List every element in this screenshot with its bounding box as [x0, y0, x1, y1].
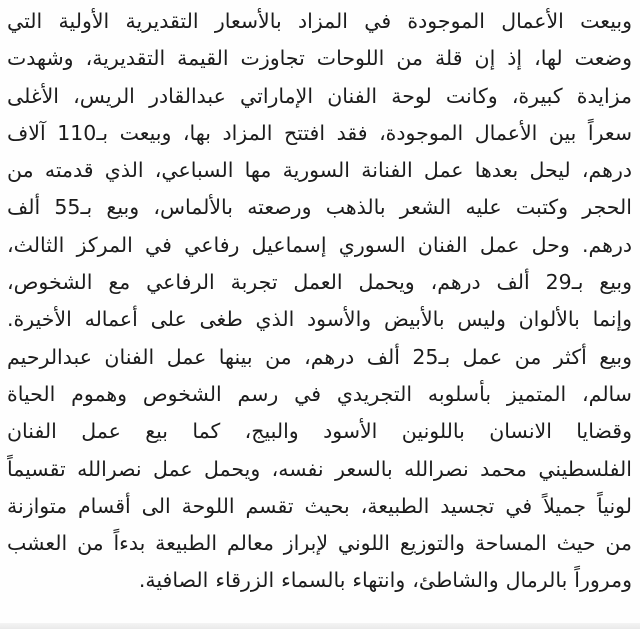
- article-line-6: الحجر وكتبت عليه الشعر بالذهب ورصعته بالألماس، وبيع بـ55 ألف: [7, 195, 632, 220]
- article-line-11: سالم، المتميز بأسلوبه التجريدي في رسم الشخوص وهموم الحياة: [7, 381, 632, 406]
- article-line-9: وإنما بالألوان وليس بالأبيض والأسود الذي طغى على أعماله الأخيرة.: [7, 307, 632, 332]
- article-body: [7, 3, 632, 600]
- article-line-5: درهم، ليحل بعدها عمل الفنانة السورية مها السباعي، الذي قدمته من: [7, 158, 632, 183]
- article-line-3: مزايدة كبيرة، وكانت لوحة الفنان الإماراتي عبدالقادر الريس، الأغلى: [7, 83, 632, 108]
- article-line-10: وبيع أكثر من عمل بـ25 ألف درهم، من بينها عمل الفنان عبدالرحيم: [7, 344, 632, 369]
- article-line-16: ومروراً بالرمال والشاطئ، وانتهاء بالسماء الزرقاء الصافية.: [138, 568, 632, 593]
- page-bottom-edge: [0, 623, 640, 629]
- article-line-15: من حيث المساحة والتوزيع اللوني لإبراز معالم الطبيعة بدءاً من العشب: [7, 531, 632, 556]
- article-line-8: وبيع بـ29 ألف درهم، ويحمل العمل تجربة الرفاعي مع الشخوص،: [7, 270, 632, 295]
- article-line-4: سعراً بين الأعمال الموجودة، فقد افتتح المزاد بها، وبيعت بـ110 آلاف: [7, 120, 632, 145]
- article-line-14: لونياً جميلاً في تجسيد الطبيعة، بحيث تقسم اللوحة الى أقسام متوازنة: [7, 493, 632, 518]
- article-line-2: وضعت لها، إذ إن قلة من اللوحات تجاوزت القيمة التقديرية، وشهدت: [7, 46, 632, 71]
- article-line-1: وبيعت الأعمال الموجودة في المزاد بالأسعار التقديرية الأولية التي: [7, 9, 632, 33]
- article-line-12: وقضايا الانسان باللونين الأسود والبيج، كما بيع عمل الفنان: [7, 419, 632, 444]
- article-line-7: درهم. وحل عمل الفنان السوري إسماعيل رفاعي في المركز الثالث،: [7, 232, 632, 257]
- article-line-13: الفلسطيني محمد نصرالله بالسعر نفسه، ويحمل عمل نصرالله تقسيماً: [7, 456, 632, 481]
